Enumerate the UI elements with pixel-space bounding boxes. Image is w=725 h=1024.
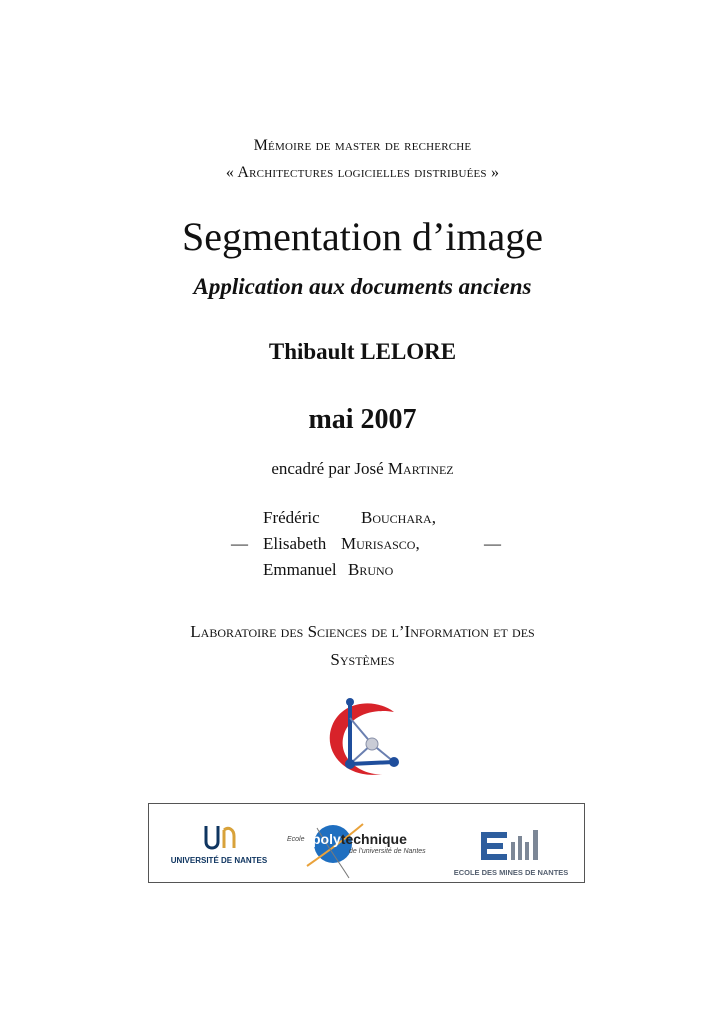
polytech-word [312,831,407,847]
mines-nantes-mark [441,826,581,866]
document-title: Segmentation d’image [181,214,543,259]
supervisor-prefix: encadré par José [271,459,388,478]
co-supervisor-first: Elisabeth [263,534,327,553]
co-supervisor-last: Murisasco, [341,534,420,553]
polytech-ecole-text: Ecole [287,836,305,843]
laboratory-name [0,618,725,674]
polytech-word-highlight: poly [312,831,341,847]
supervisor-lastname: Martinez [387,459,454,478]
lab-logo-base [350,762,394,764]
mines-nantes-text: ECOLE DES MINES DE NANTES [453,868,569,877]
lab-logo-center-sphere [366,738,378,750]
polytech-subtitle: de l’université de Nantes [349,848,426,855]
universite-nantes-logo [169,824,269,868]
document-date: mai 2007 [308,404,417,435]
mines-nantes-logo [441,826,581,878]
laboratory-line-2: Systèmes [330,650,395,669]
header-line-1: Mémoire de master de recherche [253,137,472,154]
dash-left: — [231,534,248,553]
supervisor-line [0,455,725,483]
lab-logo [312,696,412,786]
co-supervisor-first: Emmanuel [263,560,337,579]
co-supervisor-last: Bruno [348,560,394,579]
co-supervisor-last: Bouchara, [361,508,436,527]
lab-logo-node [389,757,399,767]
dash-right: — [484,534,501,553]
lab-logo-node [345,759,355,769]
document-subtitle: Application aux documents anciens [193,274,532,299]
laboratory-line-1: Laboratoire des Sciences de l’Information et des [190,622,535,641]
universite-nantes-text: UNIVERSITÉ DE NANTES [170,856,268,865]
header-line-2: « Architectures logicielles distribuées » [225,164,500,181]
lab-logo-node [346,698,354,706]
co-supervisor-first: Frédéric [263,508,320,527]
polytech-word-rest: technique [340,831,407,847]
author-name: Thibault LELORE [268,339,457,364]
polytech-nantes-logo [287,822,437,880]
partner-logos-box [148,803,585,883]
universite-nantes-mark [169,824,269,854]
thesis-type-header [0,132,725,186]
